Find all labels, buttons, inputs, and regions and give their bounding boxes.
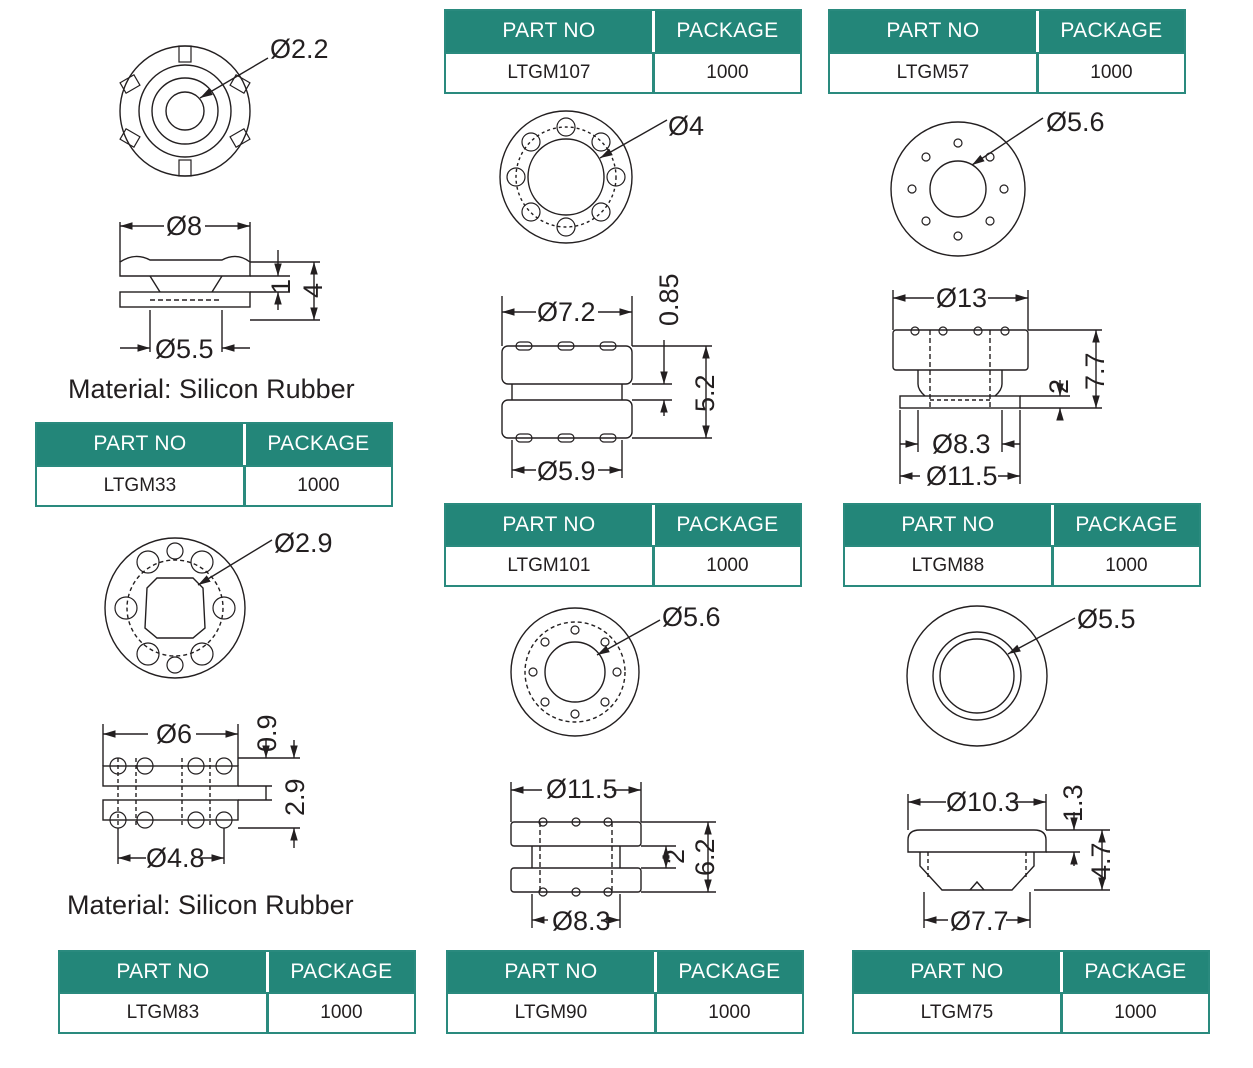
ltgm107-hole-dim: Ø4 bbox=[668, 111, 705, 141]
part-no-header: PART NO bbox=[886, 19, 980, 43]
ltgm107-top-dim: 0.85 bbox=[654, 273, 684, 326]
package-value: 1000 bbox=[1105, 555, 1148, 576]
ltgm90-hole-dim: Ø5.6 bbox=[662, 602, 721, 632]
ltgm75-hole-dim: Ø5.5 bbox=[1077, 604, 1136, 634]
part-no-header: PART NO bbox=[502, 513, 596, 536]
part-no-value: LTGM101 bbox=[507, 555, 591, 576]
package-header: PACKAGE bbox=[676, 513, 779, 536]
ltgm107-top-view bbox=[500, 111, 667, 243]
package-value: 1000 bbox=[706, 555, 749, 576]
ltgm90-top-view bbox=[511, 608, 660, 736]
part-no-header: PART NO bbox=[504, 960, 598, 983]
ltgm83-inner-dim: Ø4.8 bbox=[146, 843, 205, 873]
ltgm57-gap-dim: 2 bbox=[1044, 378, 1074, 394]
ltgm57-top-view bbox=[891, 118, 1043, 256]
ltgm75-top-dim: 1.3 bbox=[1058, 784, 1088, 822]
part-no-value: LTGM90 bbox=[514, 1002, 588, 1023]
ltgm83-outer-dim: Ø6 bbox=[156, 719, 193, 749]
part-no-value: LTGM107 bbox=[507, 61, 591, 83]
package-value: 1000 bbox=[1114, 1002, 1157, 1023]
ltgm57-outer-dim: Ø13 bbox=[936, 283, 988, 313]
part-no-value: LTGM88 bbox=[911, 555, 985, 576]
part-no-value: LTGM33 bbox=[103, 474, 177, 496]
ltgm107-inner-dim: Ø5.9 bbox=[537, 456, 596, 486]
package-header: PACKAGE bbox=[1075, 513, 1178, 536]
part-no-value: LTGM83 bbox=[126, 1002, 200, 1023]
part-no-header: PART NO bbox=[116, 960, 210, 983]
ltgm83-hole-dim: Ø2.9 bbox=[274, 528, 333, 558]
ltgm83-material-label: Material: Silicon Rubber bbox=[67, 890, 354, 920]
ltgm57-flange-dim: Ø11.5 bbox=[926, 461, 998, 491]
ltgm90-inner-dim: Ø8.3 bbox=[552, 906, 611, 936]
part-no-header: PART NO bbox=[93, 432, 187, 456]
ltgm33-outer-dim: Ø8 bbox=[166, 211, 203, 241]
ltgm83-height-dim: 2.9 bbox=[280, 778, 310, 816]
package-value: 1000 bbox=[708, 1002, 751, 1023]
part-no-header: PART NO bbox=[901, 513, 995, 536]
ltgm33-material-label: Material: Silicon Rubber bbox=[68, 374, 355, 404]
ltgm57-height-dim: 7.7 bbox=[1080, 352, 1110, 390]
ltgm75-height-dim: 4.7 bbox=[1086, 842, 1116, 880]
ltgm90-height-dim: 6.2 bbox=[690, 838, 720, 876]
ltgm33-hole-dim: Ø2.2 bbox=[270, 34, 329, 64]
package-value: 1000 bbox=[706, 61, 749, 83]
package-header: PACKAGE bbox=[1060, 19, 1163, 43]
ltgm90-gap-dim: 2 bbox=[660, 848, 690, 864]
ltgm107-outer-dim: Ø7.2 bbox=[537, 297, 596, 327]
package-value: 1000 bbox=[320, 1002, 363, 1023]
package-value: 1000 bbox=[1090, 61, 1133, 83]
ltgm107-height-dim: 5.2 bbox=[690, 374, 720, 412]
ltgm57-hole-dim: Ø5.6 bbox=[1046, 107, 1105, 137]
part-no-header: PART NO bbox=[910, 960, 1004, 983]
package-header: PACKAGE bbox=[676, 19, 779, 43]
part-no-value: LTGM75 bbox=[920, 1002, 994, 1023]
dimension-labels bbox=[67, 34, 1136, 936]
package-header: PACKAGE bbox=[290, 960, 393, 983]
ltgm33-inner-dim: Ø5.5 bbox=[155, 334, 214, 364]
part-no-value: LTGM57 bbox=[896, 61, 970, 83]
ltgm33-gap-dim: 1 bbox=[266, 278, 296, 294]
ltgm83-top-view bbox=[105, 538, 272, 678]
ltgm57-inner-dim: Ø8.3 bbox=[932, 429, 991, 459]
part-no-header: PART NO bbox=[502, 19, 596, 43]
package-header: PACKAGE bbox=[678, 960, 781, 983]
ltgm33-height-dim: 4 bbox=[298, 282, 328, 298]
ltgm75-inner-dim: Ø7.7 bbox=[950, 906, 1009, 936]
ltgm90-outer-dim: Ø11.5 bbox=[546, 774, 618, 804]
ltgm33-top-view bbox=[120, 46, 268, 176]
package-header: PACKAGE bbox=[267, 432, 370, 456]
ltgm75-outer-dim: Ø10.3 bbox=[946, 787, 1020, 817]
package-value: 1000 bbox=[297, 474, 340, 496]
package-header: PACKAGE bbox=[1084, 960, 1187, 983]
ltgm75-top-view bbox=[907, 606, 1075, 746]
ltgm83-top-dim: 0.9 bbox=[252, 714, 282, 752]
